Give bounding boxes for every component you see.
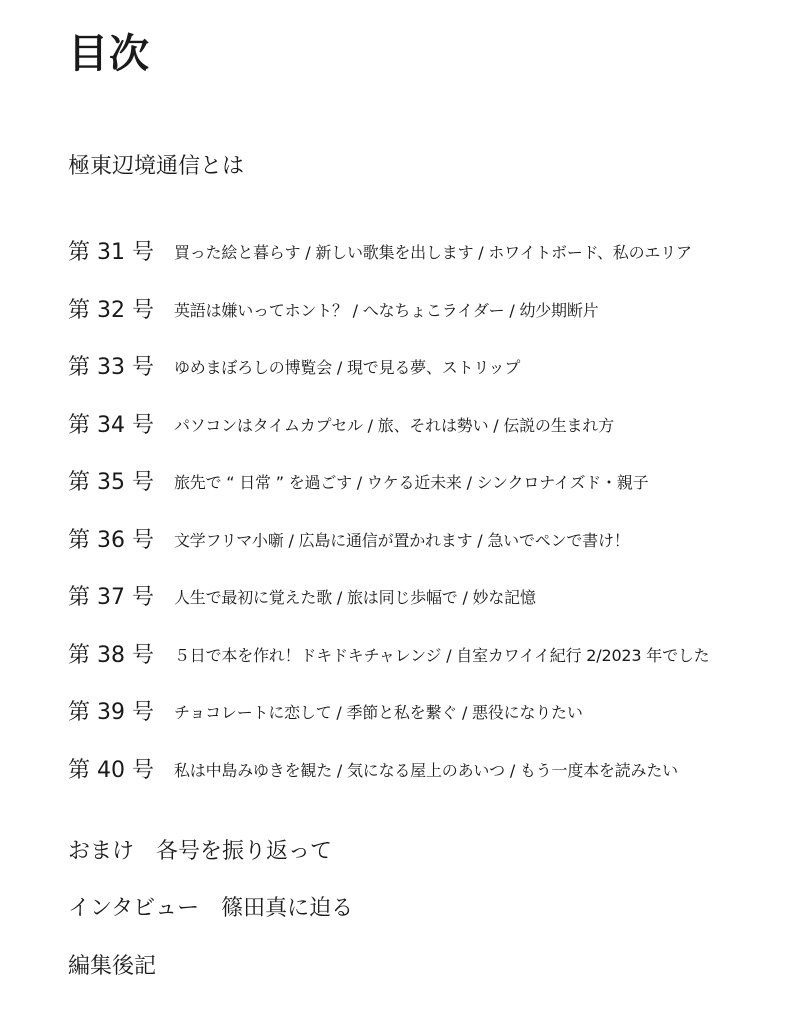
- issue-number: 第 40 号: [68, 757, 154, 783]
- issue-number: 第 39 号: [68, 700, 154, 725]
- issue-titles: 文学フリマ小噺 / 広島に通信が置かれます / 急いでペンで書け！: [174, 530, 630, 550]
- issue-titles: 旅先で “ 日常 ” を過ごす / ウケる近未来 / シンクロナイズド・親子: [174, 473, 649, 492]
- toc-row-39: [68, 698, 709, 756]
- toc-row-37: [68, 583, 709, 641]
- toc-row-38: [68, 641, 709, 699]
- issue-titles: ゆめまぼろしの博覧会 / 現で見る夢、ストリップ: [174, 358, 521, 377]
- toc-row-36: [68, 526, 709, 584]
- toc-row-35: [68, 468, 709, 526]
- issue-number: 第 36 号: [68, 527, 154, 553]
- section-bonus: おまけ 各号を振り返って: [68, 839, 333, 864]
- issue-number: 第 37 号: [68, 585, 154, 610]
- issue-number: 第 31 号: [68, 240, 154, 265]
- issue-titles: 私は中島みゆきを観た / 気になる屋上のあいつ / もう一度本を読みたい: [174, 760, 678, 780]
- section-intro: 極東辺境通信とは: [68, 154, 245, 179]
- issue-titles: 人生で最初に覚えた歌 / 旅は同じ歩幅で / 妙な記憶: [174, 588, 536, 607]
- section-afterword: 編集後記: [68, 954, 157, 979]
- issue-number: 第 38 号: [68, 642, 154, 668]
- issue-titles: チョコレートに恋して / 季節と私を繋ぐ / 悪役になりたい: [174, 703, 583, 722]
- issue-number: 第 33 号: [68, 355, 154, 380]
- issue-number: 第 32 号: [68, 297, 154, 323]
- issue-number: 第 34 号: [68, 412, 154, 438]
- toc-row-32: [68, 296, 709, 354]
- toc-list: [68, 238, 709, 813]
- issue-number: 第 35 号: [68, 470, 154, 495]
- toc-row-40: [68, 756, 709, 814]
- toc-row-34: [68, 411, 709, 469]
- section-interview: インタビュー 篠田真に迫る: [68, 896, 354, 921]
- toc-row-31: [68, 238, 709, 296]
- issue-titles: ５日で本を作れ！ドキドキチャレンジ / 自室カワイイ紀行 2/2023 年でした: [174, 645, 710, 665]
- issue-titles: パソコンはタイムカプセル / 旅、それは勢い / 伝説の生まれ方: [174, 415, 614, 435]
- page-title: 目次: [68, 31, 150, 77]
- toc-row-33: [68, 353, 709, 411]
- issue-titles: 買った絵と暮らす / 新しい歌集を出します / ホワイトボード、私のエリア: [174, 243, 692, 262]
- issue-titles: 英語は嫌いってホント？ / へなちょこライダー / 幼少期断片: [174, 300, 599, 320]
